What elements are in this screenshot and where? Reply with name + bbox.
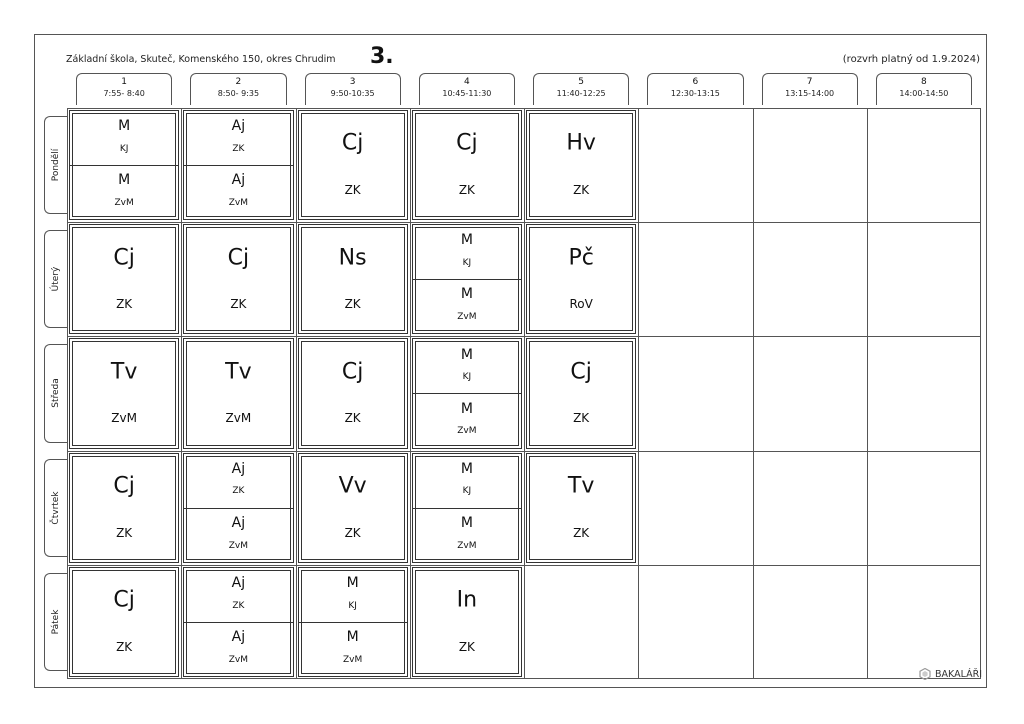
day-tab-1 [44, 116, 67, 214]
subject: Aj [231, 629, 246, 646]
grid-hline [68, 222, 980, 223]
logo-text: BAKALÁŘI [935, 668, 982, 680]
lesson-cell [298, 224, 408, 334]
lesson-cell [412, 110, 522, 220]
subject: M [118, 118, 131, 135]
period-number: 7 [806, 77, 813, 87]
grid-vline [410, 109, 411, 678]
subject: M [460, 286, 473, 303]
period-header-3 [305, 73, 401, 105]
subject: In [456, 587, 478, 613]
grid-vline [753, 109, 754, 678]
subject: M [460, 400, 473, 417]
subject: Aj [231, 514, 246, 531]
bakalari-logo [919, 668, 982, 680]
teacher: ZK [458, 182, 475, 197]
subject: Cj [570, 359, 592, 385]
lesson-group [413, 279, 521, 333]
subject: Pč [568, 245, 594, 271]
period-header-2 [190, 73, 286, 105]
lesson-cell [183, 338, 293, 448]
period-number: 1 [121, 77, 127, 87]
subject: M [460, 460, 473, 477]
day-tab-4 [44, 459, 67, 557]
teacher: ZK [232, 486, 245, 497]
lesson-cell [183, 453, 293, 563]
class-name: 3. [370, 44, 394, 69]
day-name: Pondělí [51, 148, 61, 182]
teacher: ZK [573, 411, 590, 426]
teacher: RoV [569, 297, 593, 312]
period-time: 12:30-13:15 [670, 89, 720, 98]
subject: M [346, 629, 359, 646]
subject: Cj [341, 130, 364, 156]
teacher: ZvM [457, 312, 477, 323]
lesson-cell [298, 338, 408, 448]
lesson-cell [69, 338, 179, 448]
teacher: ZK [344, 411, 361, 426]
period-number: 2 [235, 77, 242, 87]
lesson-group [184, 508, 292, 562]
lesson-cell [69, 110, 179, 220]
day-tab-5 [44, 573, 67, 671]
period-header-4 [419, 73, 515, 105]
subject: M [460, 346, 473, 363]
subject: Cj [113, 587, 135, 613]
subject: Aj [231, 118, 246, 135]
period-number: 6 [692, 77, 699, 87]
day-tab-2 [44, 230, 67, 328]
period-time: 8:50- 9:35 [217, 89, 260, 98]
period-time: 14:00-14:50 [899, 89, 949, 98]
subject: Aj [231, 460, 246, 477]
teacher: ZvM [457, 540, 477, 551]
lesson-cell [183, 224, 293, 334]
lesson-cell [183, 110, 293, 220]
lesson-group [184, 622, 292, 676]
period-header-7 [762, 73, 858, 105]
lesson-group [413, 339, 521, 394]
lesson-group [413, 393, 521, 447]
grid-vline [524, 109, 525, 678]
period-time: 10:45-11:30 [442, 89, 492, 98]
lesson-cell [183, 567, 293, 677]
period-time: 7:55- 8:40 [103, 89, 145, 98]
subject: Tv [567, 473, 595, 499]
period-header-8 [876, 73, 972, 105]
subject: Hv [566, 130, 596, 156]
lesson-group [413, 225, 521, 280]
lesson-cell [412, 338, 522, 448]
lesson-cell [412, 453, 522, 563]
subject: Cj [113, 245, 135, 271]
teacher: ZK [116, 297, 133, 312]
timetable-grid [67, 108, 981, 679]
teacher: ZK [232, 143, 245, 154]
lesson-cell [526, 453, 636, 563]
subject: M [118, 172, 131, 189]
subject: Cj [341, 359, 364, 385]
lesson-group [184, 454, 292, 509]
period-time: 9:50-10:35 [330, 89, 375, 98]
subject: Cj [456, 130, 478, 156]
subject: Aj [231, 574, 246, 591]
period-header-5 [533, 73, 629, 105]
lesson-cell [526, 338, 636, 448]
grid-vline [296, 109, 297, 678]
day-name: Středa [51, 378, 61, 409]
grid-vline [181, 109, 182, 678]
teacher: ZvM [114, 197, 134, 208]
lesson-cell [69, 453, 179, 563]
teacher: KJ [348, 600, 357, 611]
period-number: 3 [349, 77, 356, 87]
subject: M [346, 574, 359, 591]
lesson-cell [526, 110, 636, 220]
subject: Vv [338, 473, 367, 499]
valid-from: (rozvrh platný od 1.9.2024) [842, 54, 980, 65]
period-number: 4 [464, 77, 470, 87]
bakalari-logo-icon [919, 668, 931, 680]
teacher: ZvM [228, 197, 248, 208]
subject: M [460, 232, 473, 249]
grid-vline [867, 109, 868, 678]
subject: Cj [113, 473, 135, 499]
grid-hline [68, 336, 980, 337]
grid-vline [638, 109, 639, 678]
lesson-cell [298, 110, 408, 220]
lesson-group [184, 111, 292, 166]
period-header-1 [76, 73, 172, 105]
teacher: ZK [116, 639, 133, 654]
teacher: KJ [119, 143, 129, 154]
lesson-group [299, 622, 407, 676]
subject: Tv [225, 359, 252, 385]
period-header-6 [647, 73, 743, 105]
lesson-group [413, 454, 521, 509]
lesson-group [184, 568, 292, 623]
teacher: ZvM [111, 411, 137, 426]
day-name: Úterý [51, 266, 61, 292]
lesson-cell [412, 567, 522, 677]
grid-hline [68, 451, 980, 452]
day-tab-3 [44, 344, 67, 442]
teacher: ZK [344, 525, 361, 540]
teacher: ZK [344, 297, 361, 312]
period-number: 8 [921, 77, 927, 87]
teacher: ZK [232, 600, 245, 611]
school-name: Základní škola, Skuteč, Komenského 150, okres Chrudim [66, 54, 336, 65]
teacher: ZK [573, 525, 590, 540]
teacher: ZvM [228, 654, 248, 665]
teacher: ZK [573, 182, 590, 197]
subject: Tv [110, 359, 138, 385]
lesson-cell [298, 453, 408, 563]
teacher: ZvM [342, 654, 363, 665]
grid-hline [68, 565, 980, 566]
subject: M [460, 514, 473, 531]
subject: Ns [338, 245, 367, 271]
lesson-group [184, 165, 292, 219]
subject: Cj [227, 245, 250, 271]
lesson-group [299, 568, 407, 623]
lesson-group [413, 508, 521, 562]
lesson-cell [69, 224, 179, 334]
teacher: KJ [462, 258, 472, 269]
period-number: 5 [578, 77, 584, 87]
teacher: KJ [462, 372, 472, 383]
lesson-cell [69, 567, 179, 677]
lesson-cell [298, 567, 408, 677]
teacher: ZvM [228, 540, 248, 551]
lesson-group [70, 165, 178, 219]
teacher: ZK [458, 639, 475, 654]
teacher: ZvM [225, 411, 252, 426]
teacher: ZK [344, 182, 361, 197]
period-time: 13:15-14:00 [785, 89, 835, 98]
subject: Aj [231, 172, 246, 189]
day-name: Pátek [51, 609, 61, 635]
teacher: ZvM [457, 426, 477, 437]
lesson-cell [412, 224, 522, 334]
day-name: Čtvrtek [51, 491, 61, 525]
period-time: 11:40-12:25 [556, 89, 606, 98]
teacher: ZK [116, 525, 133, 540]
teacher: KJ [462, 486, 472, 497]
lesson-cell [526, 224, 636, 334]
teacher: ZK [230, 297, 247, 312]
lesson-group [70, 111, 178, 166]
